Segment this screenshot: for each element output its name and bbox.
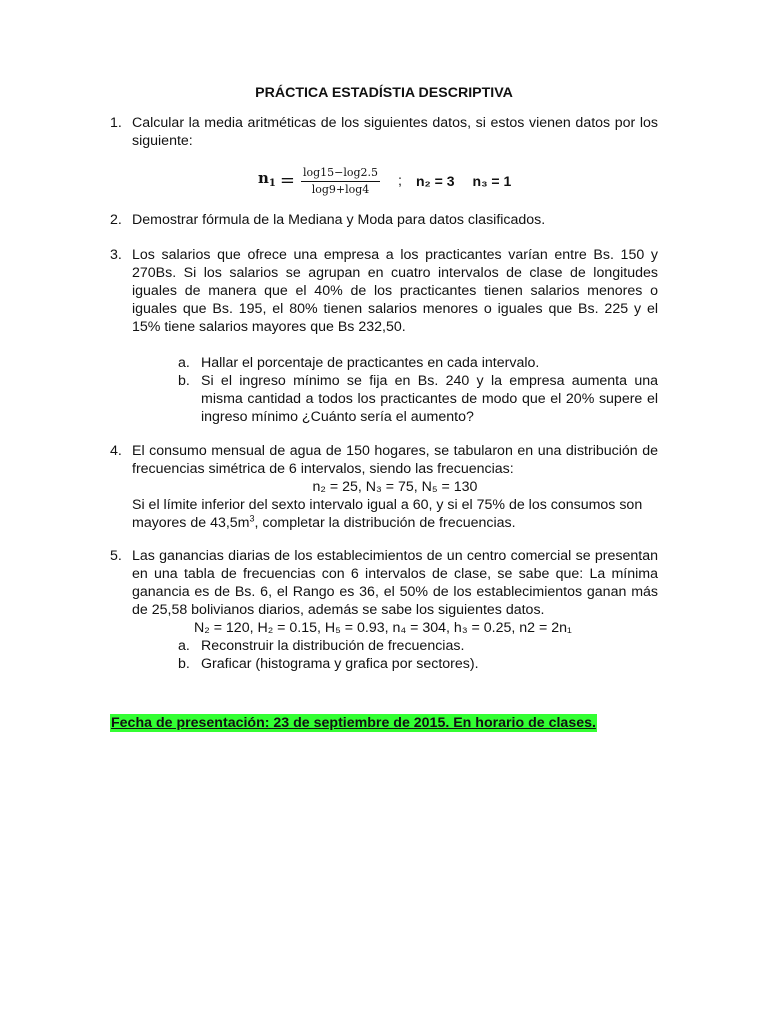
- item-text: Reconstruir la distribución de frecuencias.: [201, 638, 465, 654]
- formula-n1: $n_1$: [258, 169, 276, 189]
- question-1: [110, 114, 658, 150]
- question-2: [110, 211, 658, 229]
- question-5-data: N₂ = 120, H₂ = 0.15, H₅ = 0.93, n₄ = 304, h₃ = 0.25, n2 = 2n₁: [194, 620, 572, 636]
- question-5-item-a: [178, 637, 658, 655]
- question-3-item-a: [178, 354, 658, 372]
- question-3-item-b: [178, 372, 658, 426]
- item-text: Hallar el porcentaje de practicantes en cada intervalo.: [201, 355, 540, 371]
- question-5-item-b: [178, 655, 658, 673]
- question-text: Las ganancias diarias de los establecimientos de un centro comercial se presentan en una tabla de frecuencias con 6 intervalos de clase, se sabe que: La mínima ganancia es de Bs. 6, el Rango es 36, el 50% de los establecimientos ganan más de 25,58 bolivianos diarios, además se sabe los siguientes datos.: [132, 548, 658, 618]
- question-text: Demostrar fórmula de la Mediana y Moda para datos clasificados.: [132, 212, 546, 228]
- question-number: 5.: [110, 548, 122, 564]
- item-letter: b.: [178, 373, 190, 389]
- formula-equals: =: [279, 170, 295, 191]
- question-number: 3.: [110, 247, 122, 263]
- item-text: Graficar (histograma y grafica por sectores).: [201, 656, 479, 672]
- question-text: Los salarios que ofrece una empresa a los practicantes varían entre Bs. 150 y 270Bs. Si los salarios se agrupan en cuatro intervalos de clase de longitudes iguales de manera que el 40% de los practicantes tienen salarios menores o iguales que Bs. 195, el 80% tienen salarios menores o iguales que Bs. 225 y el 15% tiene salarios mayores que Bs 232,50.: [132, 247, 658, 335]
- item-letter: b.: [178, 656, 190, 672]
- question-text-continued: Si el límite inferior del sexto intervalo igual a 60, y si el 75% de los consumos son mayores de $43,5m^3$, completar la distribución de frecuencias.: [132, 497, 643, 531]
- formula-q1: [258, 161, 511, 201]
- question-text: Calcular la media aritméticas de los siguientes datos, si estos vienen datos por los siguiente:: [132, 115, 658, 149]
- item-letter: a.: [178, 638, 190, 654]
- formula-separator: ;: [398, 173, 402, 189]
- item-letter: a.: [178, 355, 190, 371]
- submission-date-note: Fecha de presentación: 23 de septiembre de 2015. En horario de clases.: [111, 715, 596, 731]
- question-text: El consumo mensual de agua de 150 hogares, se tabularon en una distribución de frecuencias simétrica de 6 intervalos, siendo las frecuencias:: [132, 443, 658, 477]
- question-3: [110, 246, 658, 336]
- formula-fraction: [301, 166, 380, 197]
- formula-n3: n₃ = 1: [472, 173, 512, 189]
- question-4: [110, 442, 658, 532]
- page-title: PRÁCTICA ESTADÍSTIA DESCRIPTIVA: [255, 85, 513, 101]
- formula-denominator: log9+log4: [311, 182, 370, 196]
- question-number: 1.: [110, 115, 122, 131]
- question-number: 2.: [110, 212, 122, 228]
- question-5: [110, 547, 658, 619]
- frequency-values: n₂ = 25, N₃ = 75, N₅ = 130: [312, 479, 478, 495]
- formula-n2: n₂ = 3: [416, 173, 455, 189]
- question-number: 4.: [110, 443, 122, 459]
- item-text: Si el ingreso mínimo se fija en Bs. 240 y la empresa aumenta una misma cantidad a todos los practicantes de modo que el 20% supere el ingreso mínimo ¿Cuánto sería el aumento?: [201, 373, 658, 425]
- formula-numerator: log15−log2.5: [301, 166, 380, 182]
